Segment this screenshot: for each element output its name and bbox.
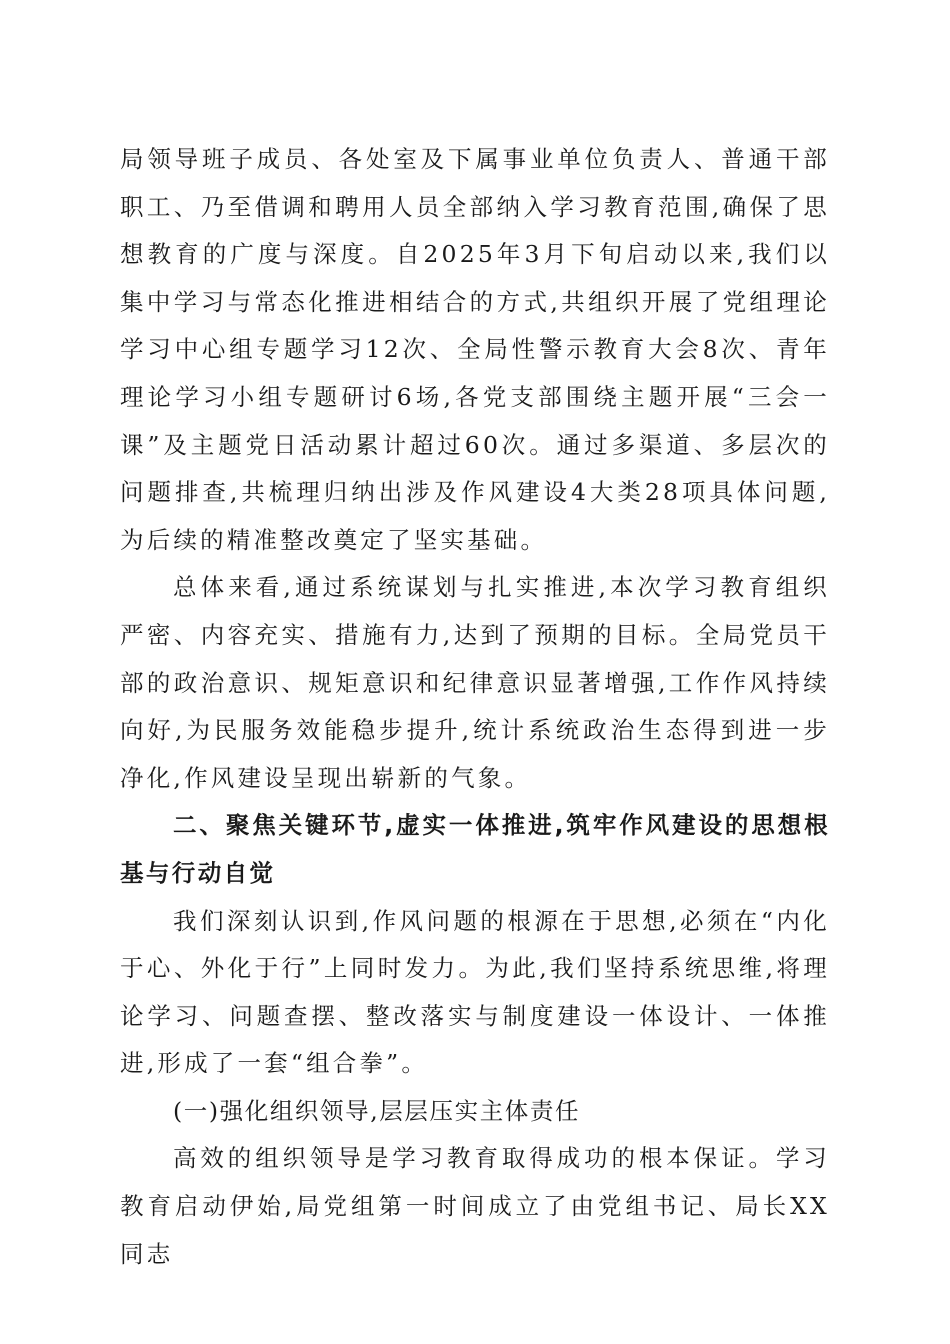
body-paragraph-3: 我们深刻认识到,作风问题的根源在于思想,必须在“内化于心、外化于行”上同时发力。为此,我们坚持系统思维,将理论学习、问题查摆、整改落实与制度建设一体设计、一体推进,形成了一套“组合拳”。	[120, 906, 830, 1078]
section-heading-2: 二、聚焦关键环节,虚实一体推进,筑牢作风建设的思想根基与行动自觉	[120, 811, 830, 887]
body-paragraph-4: 高效的组织领导是学习教育取得成功的根本保证。学习教育启动伊始,局党组第一时间成立了由党组书记、局长XX同志	[120, 1144, 830, 1268]
document-body	[120, 136, 830, 1278]
body-paragraph-1: 局领导班子成员、各处室及下属事业单位负责人、普通干部职工、乃至借调和聘用人员全部纳入学习教育范围,确保了思想教育的广度与深度。自2025年3月下旬启动以来,我们以集中学习与常态化推进相结合的方式,共组织开展了党组理论学习中心组专题学习12次、全局性警示教育大会8次、青年理论学习小组专题研讨6场,各党支部围绕主题开展“三会一课”及主题党日活动累计超过60次。通过多渠道、多层次的问题排查,共梳理归纳出涉及作风建设4大类28项具体问题,为后续的精准整改奠定了坚实基础。	[120, 145, 830, 554]
subsection-heading-1: (一)强化组织领导,层层压实主体责任	[173, 1096, 581, 1125]
body-paragraph-summary: 总体来看,通过系统谋划与扎实推进,本次学习教育组织严密、内容充实、措施有力,达到了预期的目标。全局党员干部的政治意识、规矩意识和纪律意识显著增强,工作作风持续向好,为民服务效能稳步提升,统计系统政治生态得到进一步净化,作风建设呈现出崭新的气象。	[120, 573, 830, 792]
